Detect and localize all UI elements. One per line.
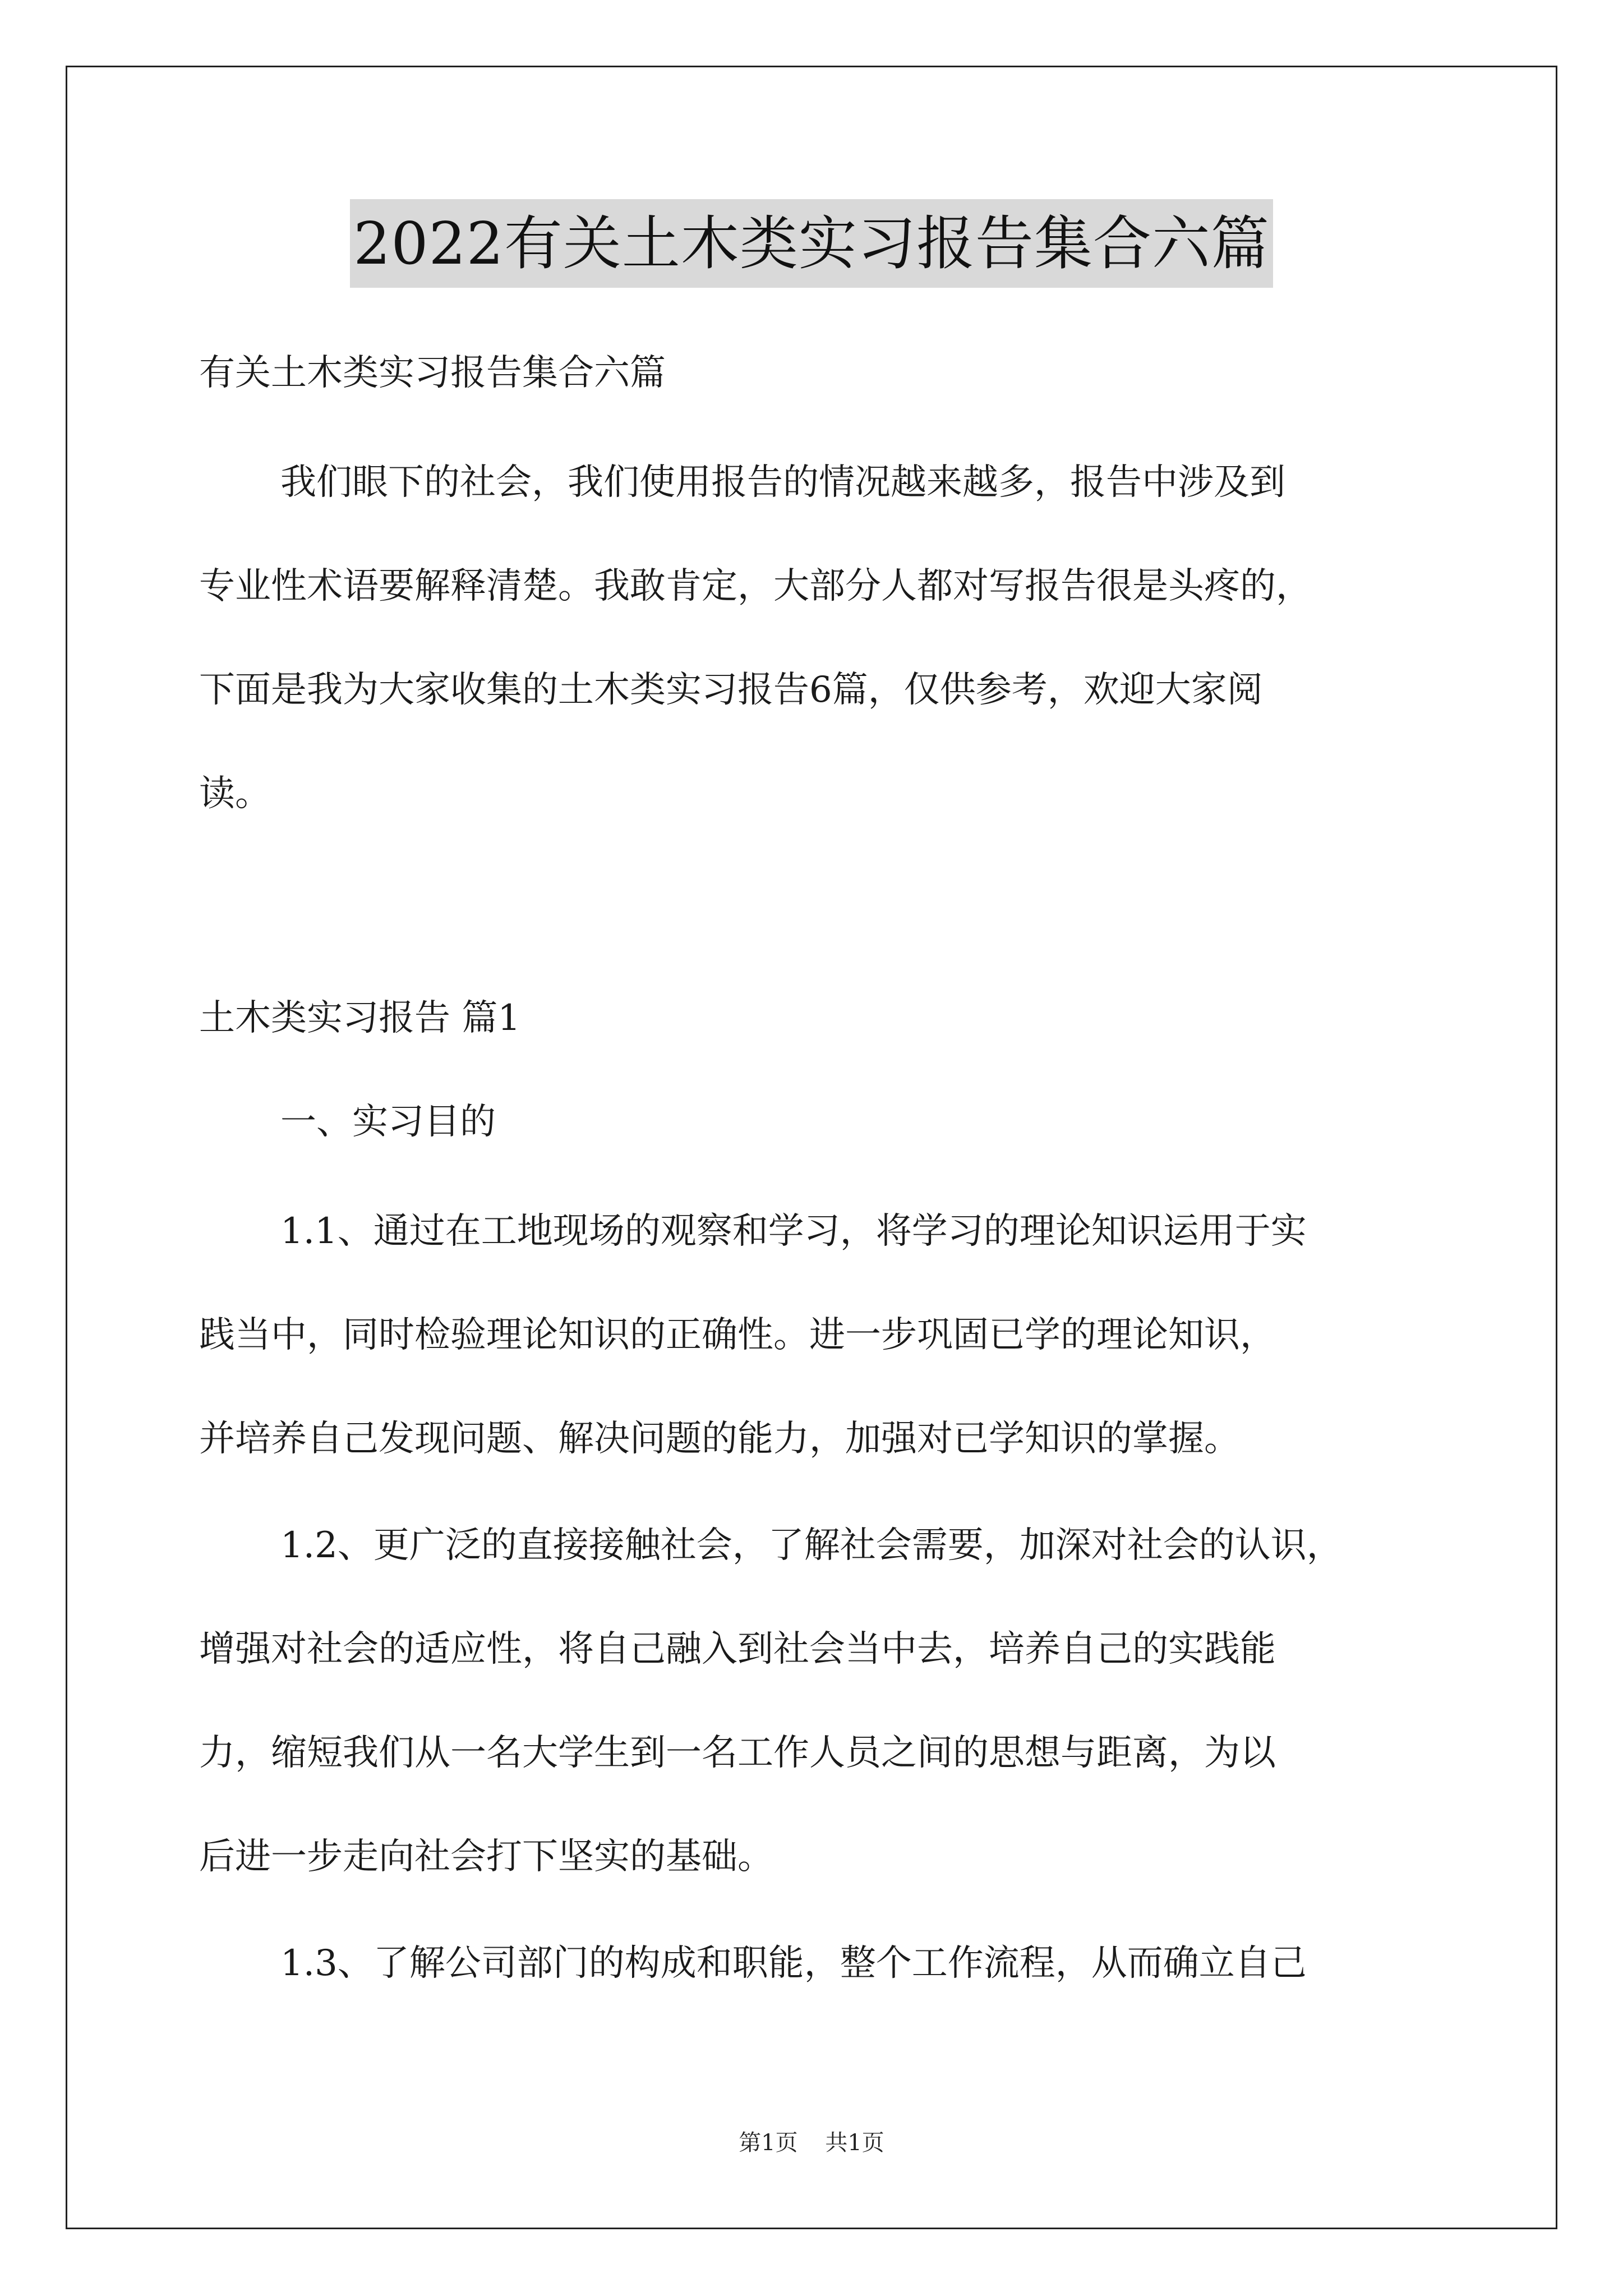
document-title: 2022有关土木类实习报告集合六篇 [350, 199, 1273, 288]
body-line: 我们眼下的社会，我们使用报告的情况越来越多，报告中涉及到 [280, 462, 1285, 503]
body-line: 读。 [199, 773, 271, 815]
page-number-total: 共1页 [825, 2130, 884, 2156]
body-line: 践当中，同时检验理论知识的正确性。进一步巩固已学的理论知识， [199, 1314, 1276, 1356]
body-line: 增强对社会的适应性，将自己融入到社会当中去，培养自己的实践能 [199, 1628, 1276, 1670]
body-line: 1.3、了解公司部门的构成和职能，整个工作流程，从而确立自己 [280, 1943, 1307, 1984]
body-line: 下面是我为大家收集的土木类实习报告6篇，仅供参考，欢迎大家阅 [199, 669, 1263, 711]
body-line: 1.1、通过在工地现场的观察和学习，将学习的理论知识运用于实 [280, 1211, 1307, 1252]
title-container [0, 199, 1623, 288]
body-line: 1.2、更广泛的直接接触社会，了解社会需要，加深对社会的认识， [280, 1525, 1343, 1566]
page-footer [0, 2126, 1623, 2160]
body-line: 专业性术语要解释清楚。我敢肯定，大部分人都对写报告很是头疼的， [199, 565, 1312, 607]
body-line: 力，缩短我们从一名大学生到一名工作人员之间的思想与距离，为以 [199, 1732, 1276, 1774]
body-line: 并培养自己发现问题、解决问题的能力，加强对已学知识的掌握。 [199, 1418, 1240, 1460]
page-number-current: 第1页 [739, 2130, 798, 2156]
subtitle-line: 有关土木类实习报告集合六篇 [199, 352, 666, 394]
body-line: 后进一步走向社会打下坚实的基础。 [199, 1836, 773, 1878]
subsection-heading: 一、实习目的 [280, 1101, 496, 1143]
section-heading: 土木类实习报告 篇1 [199, 997, 521, 1039]
